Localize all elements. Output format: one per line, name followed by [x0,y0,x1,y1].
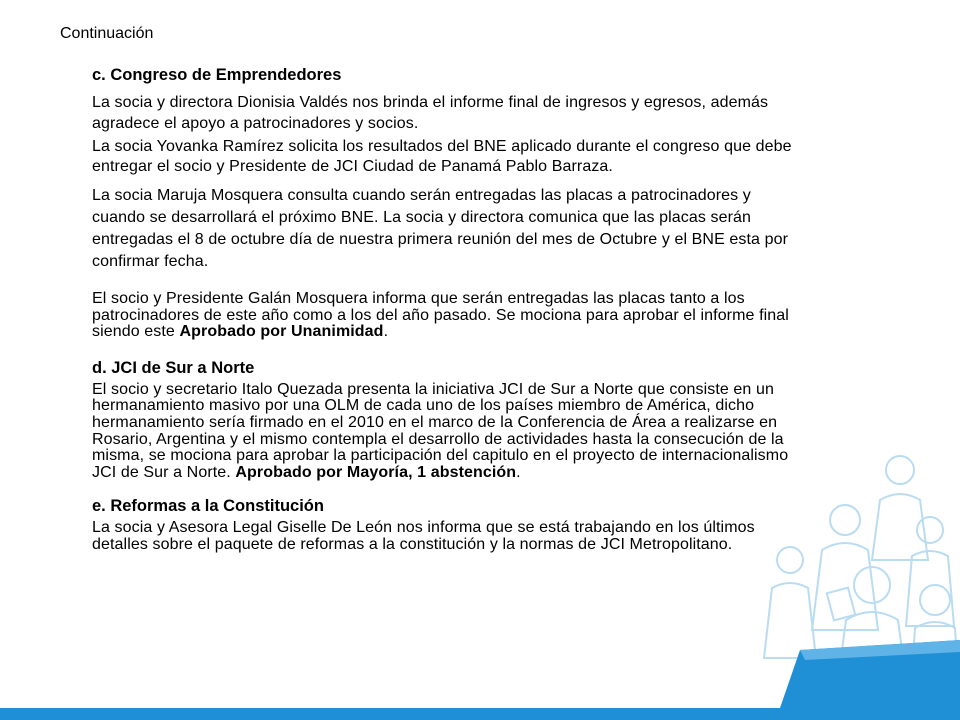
section-c-paragraph-2: La socia Yovanka Ramírez solicita los resultados del BNE aplicado durante el congreso que debe entregar el socio y Presidente de JCI Ciudad de Panamá Pablo Barraza. [92,138,792,175]
section-d-paragraph-1-text: El socio y secretario Italo Quezada presenta la iniciativa JCI de Sur a Norte que consiste en un hermanamiento masivo por una OLM de cada uno de los países miembro de América, dicho hermanamiento sería firmado en el 2010 en el marco de la Conferencia de Área a realizarse en Rosario, Argentina y el mismo contempla el desarrollo de actividades hasta la consecución de la misma, se mociona para aprobar la participación del capitulo en el proyecto de internacionalismo JCI de Sur a Norte. [92,380,789,481]
continuation-label: Continuación [60,25,154,42]
approval-majority: Aprobado por Mayoría, 1 abstención [235,463,517,481]
section-c-paragraph-3: La socia Maruja Mosquera consulta cuando serán entregadas las placas a patrocinadores y cuando se desarrollará el próximo BNE. La socia y directora comunica que las placas serán entregadas el 8 de octubre día de nuestra primera reunión del mes de Octubre y el BNE esta por confirmar fecha. [92,187,789,270]
section-e-paragraph-1: La socia y Asesora Legal Giselle De León nos informa que se está trabajando en los últimos detalles sobre el paquete de reformas a la constitución y la normas de JCI Metropolitano. [92,519,755,553]
section-d-paragraph-1-end: . [516,463,521,481]
section-c-title-wrap [92,66,802,94]
slide-content [92,66,802,554]
section-c-paragraph-4-end: . [383,323,389,341]
approval-unanimity: Aprobado por Unanimidad [179,323,384,341]
section-c-title: c. Congreso de Emprendedores [92,66,342,84]
section-c-paragraph-4 [92,291,802,341]
section-c-paragraph-1: La socia y directora Dionisia Valdés nos brinda el informe final de ingresos y egresos, además agradece el apoyo a patrocinadores y socios. [92,94,769,132]
section-d-title: d. JCI de Sur a Norte [92,358,255,377]
section-e-title: e. Reformas a la Constitución [92,497,324,516]
section-d-paragraph-1 [92,382,802,482]
blue-band [0,640,960,720]
section-c-paragraph-4-text: El socio y Presidente Galán Mosquera informa que serán entregadas las placas tanto a los patrocinadores de este año como a los del año pasado. Se mociona para aprobar el informe final siendo este [92,290,789,341]
